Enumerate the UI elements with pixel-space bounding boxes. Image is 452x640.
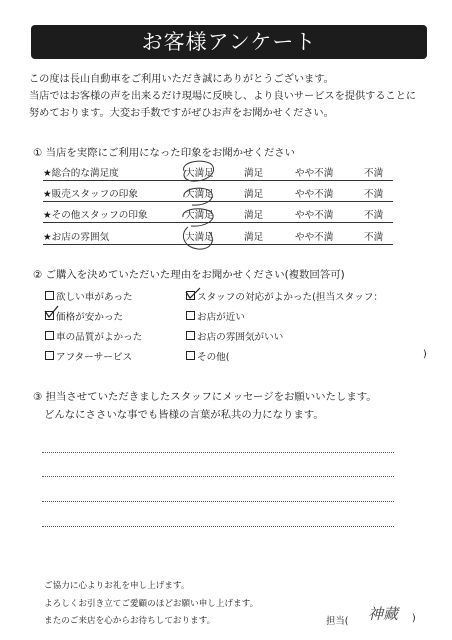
staff-close-paren: )	[412, 613, 416, 624]
row-underline	[43, 244, 393, 245]
rating-row-other-staff	[43, 204, 393, 223]
footer-line-3: またのご来店を心からお待ちしております。	[44, 616, 216, 626]
footer-line-1: ご協力に心よりお礼を申し上げます。	[44, 581, 190, 591]
reason-other[interactable]	[186, 349, 230, 363]
rating-row-atmosphere	[43, 226, 393, 245]
rating-row-sales-staff	[43, 183, 393, 202]
option-very-satisfied[interactable]: 大満足	[185, 232, 214, 243]
option-somewhat-dissatisfied[interactable]: やや不満	[295, 210, 334, 221]
section2-title: ② ご購入を決めていただいた理由をお聞かせください(複数回答可)	[33, 269, 345, 281]
reason-store-atmosphere[interactable]	[186, 329, 283, 343]
rating-question: ★総合的な満足度	[43, 168, 119, 179]
staff-label: 担当(	[326, 616, 349, 627]
message-line[interactable]	[42, 452, 394, 453]
rating-question: ★お店の雰囲気	[43, 232, 110, 243]
option-satisfied[interactable]: 満足	[244, 168, 264, 179]
section3-subtitle: どんなにささいな事でも皆様の言葉が私共の力になります。	[44, 409, 324, 421]
reason-wanted-car[interactable]	[45, 289, 133, 303]
message-line[interactable]	[42, 476, 394, 477]
rating-row-overall	[43, 162, 393, 181]
option-very-satisfied[interactable]: 大満足	[185, 210, 214, 221]
reason-staff-response[interactable]	[186, 289, 396, 303]
checkbox-label: お店が近い	[197, 312, 245, 323]
option-very-satisfied[interactable]: 大満足	[185, 168, 214, 179]
option-satisfied[interactable]: 満足	[244, 232, 264, 243]
checkbox-label: 欲しい車があった	[56, 292, 133, 303]
checkbox[interactable]	[45, 331, 54, 340]
reason-store-nearby[interactable]	[186, 309, 245, 323]
staff-name: 神藏	[368, 605, 399, 623]
option-dissatisfied[interactable]: 不満	[364, 189, 384, 200]
reason-car-quality[interactable]	[45, 329, 142, 343]
row-underline	[43, 222, 393, 223]
option-dissatisfied[interactable]: 不満	[364, 232, 384, 243]
intro-line-3: 努めております。大変お手数ですがぜひお声をお聞かせください。	[29, 108, 334, 119]
checkbox[interactable]	[45, 351, 54, 360]
checkbox-label: お店の雰囲気がいい	[197, 332, 284, 343]
option-dissatisfied[interactable]: 不満	[364, 168, 384, 179]
checkbox[interactable]	[45, 291, 54, 300]
message-line[interactable]	[42, 501, 394, 502]
section3-title: ③ 担当させていただきましたスタッフにメッセージをお願いいたします。	[33, 391, 377, 403]
row-underline	[43, 180, 393, 181]
checkbox-label: アフターサービス	[56, 352, 133, 363]
checkbox[interactable]	[186, 331, 195, 340]
option-dissatisfied[interactable]: 不満	[364, 210, 384, 221]
intro-line-1: この度は長山自動車をご利用いただき誠にありがとうございます。	[29, 74, 334, 85]
checkbox[interactable]	[45, 311, 54, 320]
option-very-satisfied[interactable]: 大満足	[185, 189, 214, 200]
message-line[interactable]	[42, 526, 394, 527]
checkbox-label: 車の品質がよかった	[56, 332, 143, 343]
option-somewhat-dissatisfied[interactable]: やや不満	[295, 189, 334, 200]
option-satisfied[interactable]: 満足	[244, 210, 264, 221]
checkbox-label: 価格が安かった	[56, 312, 124, 323]
intro-line-2: 当店ではお客様の声を出来るだけ現場に反映し、より良いサービスを提供することに	[29, 91, 417, 102]
checkbox[interactable]	[186, 311, 195, 320]
rating-question: ★その他スタッフの印象	[43, 210, 148, 221]
reason-after-service[interactable]	[45, 349, 132, 363]
other-close-paren: )	[423, 349, 427, 360]
footer-line-2: よろしくお引き立てご愛顧のほどお願い申し上げます。	[44, 599, 259, 609]
option-somewhat-dissatisfied[interactable]: やや不満	[295, 232, 334, 243]
survey-title: お客様アンケート	[31, 25, 427, 59]
rating-question: ★販売スタッフの印象	[43, 189, 138, 200]
checkbox[interactable]	[186, 291, 195, 300]
reason-price[interactable]	[45, 309, 123, 323]
checkbox-label: その他(	[197, 352, 230, 363]
checkbox[interactable]	[186, 351, 195, 360]
row-underline	[43, 201, 393, 202]
checkbox-label: スタッフの対応がよかった(担当スタッフ：	[197, 292, 384, 303]
option-somewhat-dissatisfied[interactable]: やや不満	[295, 168, 334, 179]
option-satisfied[interactable]: 満足	[244, 189, 264, 200]
section1-title: ① 当店を実際にご利用になった印象をお聞かせください	[33, 147, 295, 159]
